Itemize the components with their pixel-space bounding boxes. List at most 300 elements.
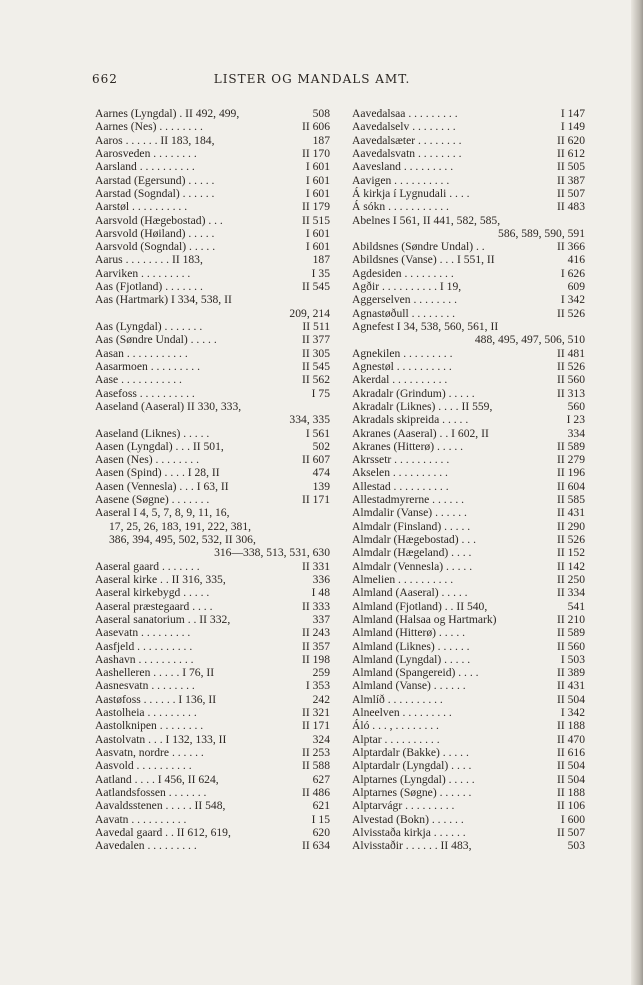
index-entry-text: Aaseland (Liknes) . . . . . [95, 426, 210, 440]
index-entry [352, 307, 585, 320]
index-entry-reference: II 333 [301, 599, 330, 613]
index-entry [95, 799, 330, 812]
index-entry [352, 440, 585, 453]
index-entry-text: Aaseral kirke . . II 316, 335, [95, 572, 226, 586]
index-entry-text: Alptardalr (Lyngdal) . . . . [352, 759, 472, 773]
index-entry-reference: II 545 [301, 280, 330, 294]
index-entry-text: Aasen (Lyngdal) . . . II 501, [95, 439, 224, 453]
index-entry-text: Aavedalsæter . . . . . . . . [352, 133, 462, 147]
index-entry-reference: II 507 [556, 825, 585, 839]
index-entry [352, 506, 585, 519]
index-entry-text: Agðir . . . . . . . . . . I 19, [352, 280, 462, 294]
index-entry [95, 546, 330, 559]
index-entry [352, 373, 585, 386]
index-entry-text: Aarnes (Lyngdal) . II 492, 499, [95, 107, 240, 120]
index-entry [95, 400, 330, 413]
index-entry-reference: II 279 [556, 453, 585, 467]
index-entry [95, 387, 330, 400]
page-edge-shadow [631, 0, 643, 985]
index-entry [352, 253, 585, 266]
index-entry [352, 400, 585, 413]
index-entry [95, 746, 330, 759]
index-entry [352, 453, 585, 466]
index-entry-reference: II 504 [556, 692, 585, 706]
index-entry-reference: 209, 214 [289, 306, 330, 320]
index-entry-reference: II 196 [556, 466, 585, 480]
index-entry-text: Akradalr (Grindum) . . . . . [352, 386, 475, 400]
index-entry-text: Alptardalr (Bakke) . . . . . [352, 746, 469, 759]
index-entry [95, 640, 330, 653]
index-entry-reference: II 253 [301, 746, 330, 759]
index-entry [352, 520, 585, 533]
index-entry-reference: II 210 [556, 612, 585, 626]
index-entry [95, 187, 330, 200]
index-entry-reference: II 612 [556, 146, 585, 160]
index-entry-reference: 334, 335 [289, 413, 330, 427]
index-entry [95, 706, 330, 719]
index-entry-reference: 474 [312, 466, 330, 480]
index-entry [352, 653, 585, 666]
index-entry [352, 387, 585, 400]
index-entry [352, 826, 585, 839]
index-entry-text: Almland (Liknes) . . . . . . [352, 639, 470, 653]
index-entry [95, 107, 330, 120]
index-entry [352, 320, 585, 333]
index-entry [95, 280, 330, 293]
index-entry [95, 679, 330, 692]
index-entry-text: Aas (Søndre Undal) . . . . . [95, 333, 217, 347]
index-entry-text: Aastolvatn . . . I 132, 133, II [95, 732, 227, 746]
page-number: 662 [92, 72, 118, 86]
index-entry [352, 706, 585, 719]
index-entry-reference: II 171 [301, 719, 330, 733]
index-entry-reference: 334 [567, 426, 585, 440]
index-entry-text: Agnastøðull . . . . . . . . [352, 306, 456, 320]
index-entry [95, 440, 330, 453]
index-entry [352, 427, 585, 440]
index-entry [352, 333, 585, 346]
index-entry-text: Aasen (Spind) . . . . I 28, II [95, 466, 220, 480]
index-entry-reference: 139 [312, 479, 330, 493]
index-entry-text: Alvisstaðir . . . . . . II 483, [352, 839, 472, 853]
index-entry [352, 546, 585, 559]
index-entry-reference: 621 [312, 799, 330, 813]
index-entry-reference: II 243 [301, 626, 330, 640]
index-entry-reference: II 505 [556, 160, 585, 174]
index-entry-reference: II 321 [301, 706, 330, 720]
index-entry-reference: II 526 [556, 359, 585, 373]
index-entry-text: Aarstad (Sogndal) . . . . . . [95, 186, 215, 200]
index-entry [352, 613, 585, 626]
index-entry-text: Aatland . . . . I 456, II 624, [95, 772, 219, 786]
index-entry-text: Aaros . . . . . . II 183, 184, [95, 133, 215, 147]
index-entry [352, 759, 585, 772]
index-entry-reference: I 147 [560, 107, 585, 120]
index-entry-text: Aasvatn, nordre . . . . . . [95, 746, 204, 759]
index-entry-text: Aavatn . . . . . . . . . . [95, 812, 187, 826]
index-entry [95, 759, 330, 772]
index-entry-reference: II 606 [301, 120, 330, 134]
index-entry [95, 200, 330, 213]
index-entry [352, 200, 585, 213]
index-entry-reference: 187 [312, 133, 330, 147]
index-entry [95, 573, 330, 586]
index-entry-reference: 541 [567, 599, 585, 613]
index-entry-reference: II 607 [301, 453, 330, 467]
index-entry-reference: II 470 [556, 732, 585, 746]
index-entry [352, 573, 585, 586]
index-entry-text: Aarus . . . . . . . . II 183, [95, 253, 203, 267]
index-entry-text: Aarsvold (Hægebostad) . . . [95, 213, 223, 227]
index-entry [95, 453, 330, 466]
index-entry-text [95, 307, 289, 320]
index-entry [95, 360, 330, 373]
index-entry [352, 719, 585, 732]
index-entry-reference: II 481 [556, 346, 585, 360]
index-entry [352, 267, 585, 280]
index-entry-text: Allestadmyrerne . . . . . . [352, 493, 465, 507]
index-entry [352, 640, 585, 653]
index-entry-text: Á kirkja í Lygnudali . . . . [352, 186, 470, 200]
index-entry [95, 560, 330, 573]
index-entry-reference: II 377 [301, 333, 330, 347]
index-entry-text: Aaseral kirkebygd . . . . . [95, 586, 210, 600]
index-entry [95, 839, 330, 852]
index-entry-reference: 620 [312, 825, 330, 839]
index-entry [95, 520, 330, 533]
index-entry-text: 386, 394, 495, 502, 532, II 306, [109, 533, 256, 546]
index-entry-text: Almelien . . . . . . . . . . [352, 572, 454, 586]
index-entry [352, 799, 585, 812]
index-entry [352, 746, 585, 759]
index-entry [95, 773, 330, 786]
index-entry [352, 786, 585, 799]
index-entry-reference: II 179 [301, 200, 330, 214]
index-entry [352, 120, 585, 133]
index-entry-text: Aavigen . . . . . . . . . . [352, 173, 450, 187]
index-entry-reference: I 149 [560, 120, 585, 134]
index-entry-reference: 316—338, 513, 531, 630 [214, 546, 330, 560]
index-entry-reference: II 620 [556, 133, 585, 147]
index-entry-text: Almland (Halsaa og Hartmark) [352, 612, 497, 626]
index-entry-reference: 609 [567, 280, 585, 294]
index-entry-reference: 627 [312, 772, 330, 786]
index-entry-reference: II 142 [556, 559, 585, 573]
index-entry-reference: II 331 [301, 559, 330, 573]
index-entry-text: Aas (Lyngdal) . . . . . . . [95, 320, 203, 333]
index-entry [95, 826, 330, 839]
index-entry [95, 786, 330, 799]
index-entry-reference: I 601 [305, 173, 330, 187]
index-entry-text: Aarsvold (Høiland) . . . . . [95, 226, 215, 240]
index-entry [95, 307, 330, 320]
index-entry-reference: 242 [312, 692, 330, 706]
index-entry-text: Agnestøl . . . . . . . . . . [352, 359, 452, 373]
index-column-right [352, 107, 585, 853]
index-entry-text: Akerdal . . . . . . . . . . [352, 373, 448, 387]
index-entry-text: Aatlandsfossen . . . . . . . [95, 785, 207, 799]
index-entry-text: Aasarmoen . . . . . . . . . [95, 359, 200, 373]
index-entry-text: Alvestad (Bokn) . . . . . . [352, 812, 464, 826]
index-entry-text: Aasevatn . . . . . . . . . [95, 626, 191, 640]
index-entry-reference: II 106 [556, 799, 585, 813]
index-entry [95, 240, 330, 253]
index-entry [352, 560, 585, 573]
index-entry-text: Almland (Spangereid) . . . . [352, 666, 479, 680]
index-entry-reference: II 511 [302, 320, 330, 333]
index-entry-text: Agnekilen . . . . . . . . . [352, 346, 453, 360]
index-entry-text: Almland (Lyngdal) . . . . . [352, 652, 471, 666]
index-entry-text: Aasvold . . . . . . . . . . [95, 759, 192, 773]
index-entry [95, 666, 330, 679]
index-entry-reference: I 15 [311, 812, 330, 826]
index-entry-reference: I 601 [305, 160, 330, 174]
index-entry-text: Abelnes I 561, II 441, 582, 585, [352, 213, 501, 227]
index-entry-reference: I 626 [560, 266, 585, 280]
index-entry [95, 813, 330, 826]
index-entry [352, 733, 585, 746]
index-entry [95, 333, 330, 346]
index-entry-text: Aasen (Nes) . . . . . . . . [95, 453, 199, 467]
index-entry-text: Aasene (Søgne) . . . . . . . [95, 493, 210, 507]
index-entry-text: Aarsland . . . . . . . . . . [95, 160, 195, 174]
index-entry-reference: II 305 [301, 346, 330, 360]
index-entry-reference: II 152 [556, 546, 585, 560]
index-entry-reference: 502 [312, 439, 330, 453]
index-entry-text: Almdalr (Finsland) . . . . . [352, 519, 471, 533]
index-entry-reference: 187 [312, 253, 330, 267]
index-entry-reference: II 188 [556, 785, 585, 799]
index-entry-reference: II 585 [556, 493, 585, 507]
index-entry-reference: I 342 [560, 706, 585, 720]
index-entry-text: Aavedalsvatn . . . . . . . . [352, 146, 462, 160]
index-entry-text: Alneelven . . . . . . . . . [352, 706, 452, 720]
index-entry-text: Almland (Aaseral) . . . . . [352, 586, 468, 600]
index-entry-reference: 560 [567, 399, 585, 413]
index-entry [352, 187, 585, 200]
index-entry-reference: I 342 [560, 293, 585, 307]
index-entry-text [95, 546, 214, 559]
index-entry-text: Allestad . . . . . . . . . . [352, 479, 449, 493]
index-entry [352, 107, 585, 120]
index-entry-reference: II 486 [301, 785, 330, 799]
index-entry-reference: II 334 [556, 586, 585, 600]
index-entry [352, 480, 585, 493]
index-entry [95, 600, 330, 613]
index-entry-reference: II 562 [301, 373, 330, 387]
index-entry-text: Akselen . . . . . . . . . . [352, 466, 448, 480]
index-entry-text: Aasefoss . . . . . . . . . . [95, 386, 195, 400]
index-entry-reference: 503 [567, 839, 585, 853]
index-entry-reference: I 601 [305, 226, 330, 240]
index-entry [95, 174, 330, 187]
index-entry-reference: II 387 [556, 173, 585, 187]
index-entry-text: Alptar . . . . . . . . . . [352, 732, 440, 746]
index-entry-text: Aavedalsaa . . . . . . . . . [352, 107, 458, 120]
index-entry [352, 227, 585, 240]
index-entry-text: Aarviken . . . . . . . . . [95, 266, 191, 280]
index-entry-reference: I 601 [305, 240, 330, 254]
index-entry-text: Aavedalselv . . . . . . . . [352, 120, 456, 134]
index-entry-text: Aaseland (Aaseral) II 330, 333, [95, 399, 242, 413]
index-entry-reference: II 357 [301, 639, 330, 653]
index-entry [95, 320, 330, 333]
index-entry-reference: 416 [567, 253, 585, 267]
index-entry [352, 466, 585, 479]
index-entry-reference: II 560 [556, 373, 585, 387]
index-entry [352, 293, 585, 306]
index-entry-text: Aaseral præstegaard . . . . [95, 599, 213, 613]
index-entry-text: Alptarvágr . . . . . . . . . [352, 799, 455, 813]
index-entry-text: Aase . . . . . . . . . . . [95, 373, 182, 387]
index-entry-text: Akranes (Hitterø) . . . . . [352, 439, 464, 453]
index-entry [352, 693, 585, 706]
index-entry-text: Aarsvold (Sogndal) . . . . . [95, 240, 216, 254]
index-entry-reference: II 431 [556, 679, 585, 693]
index-entry-text: Aaseral gaard . . . . . . . [95, 559, 200, 573]
index-entry-text: Aarstad (Egersund) . . . . . [95, 173, 215, 187]
index-entry-text: Almland (Fjotland) . . II 540, [352, 599, 488, 613]
index-entry [352, 679, 585, 692]
index-entry-reference: II 545 [301, 359, 330, 373]
index-entry-reference: II 198 [301, 652, 330, 666]
index-entry-reference: 259 [312, 666, 330, 680]
index-entry [95, 267, 330, 280]
index-entry-reference: II 290 [556, 519, 585, 533]
index-entry-reference: II 604 [556, 479, 585, 493]
index-entry-text: Akradalr (Liknes) . . . . II 559, [352, 399, 493, 413]
index-entry-text: Aaseral sanatorium . . II 332, [95, 612, 231, 626]
index-entry [95, 160, 330, 173]
index-entry-text: Aasan . . . . . . . . . . . [95, 346, 188, 360]
index-entry-text: 17, 25, 26, 183, 191, 222, 381, [109, 519, 252, 533]
index-entry-text: Áló . . . , . . . . . . . . [352, 719, 439, 733]
index-entry-text: Aasen (Vennesla) . . . I 63, II [95, 479, 229, 493]
index-entry [95, 214, 330, 227]
index-entry-text: Almlíð . . . . . . . . . . [352, 692, 443, 706]
index-entry-text: Aashavn . . . . . . . . . . [95, 652, 194, 666]
index-entry [95, 373, 330, 386]
index-entry [95, 506, 330, 519]
index-entry-reference: II 171 [301, 493, 330, 507]
index-entry-reference: II 188 [556, 719, 585, 733]
index-entry [95, 586, 330, 599]
index-entry-text: Aashelleren . . . . . I 76, II [95, 666, 215, 680]
index-entry-text: Aavaldsstenen . . . . . II 548, [95, 799, 226, 813]
index-entry-reference: II 634 [301, 839, 330, 853]
index-entry-text: Aastolheia . . . . . . . . . [95, 706, 197, 720]
index-entry-text: Abildsnes (Søndre Undal) . . [352, 240, 485, 254]
index-entry-text: Aggerselven . . . . . . . . [352, 293, 457, 307]
page-header [92, 72, 532, 92]
index-entry [95, 533, 330, 546]
page-title: LISTER OG MANDALS AMT. [213, 72, 411, 86]
index-entry-reference: 336 [312, 572, 330, 586]
index-entry [95, 733, 330, 746]
index-entry-text: Aarosveden . . . . . . . . [95, 146, 197, 160]
index-entry [95, 120, 330, 133]
index-entry-reference: 586, 589, 590, 591 [498, 226, 585, 240]
index-entry-reference: II 504 [556, 759, 585, 773]
index-entry-text: Aasfjeld . . . . . . . . . . [95, 639, 193, 653]
index-entry-reference: I 561 [305, 426, 330, 440]
index-entry-reference: I 601 [305, 186, 330, 200]
index-entry-reference: II 560 [556, 639, 585, 653]
index-entry-text: Almdalr (Hægebostad) . . . [352, 533, 476, 546]
index-entry [352, 240, 585, 253]
index-entry [95, 693, 330, 706]
index-entry [352, 839, 585, 852]
index-entry-reference: I 48 [311, 586, 330, 600]
index-entry-text: Aas (Fjotland) . . . . . . . [95, 280, 203, 294]
index-entry-text: Aavesland . . . . . . . . . [352, 160, 454, 174]
index-entry [95, 466, 330, 479]
index-entry-text: Aavedalen . . . . . . . . . [95, 839, 197, 853]
index-entry [352, 174, 585, 187]
index-entry [352, 160, 585, 173]
index-entry [95, 613, 330, 626]
index-entry-reference: I 600 [560, 812, 585, 826]
index-entry-text: Agnefest I 34, 538, 560, 561, II [352, 320, 499, 333]
index-entry-text: Aastolknipen . . . . . . . . [95, 719, 204, 733]
index-entry-reference: II 250 [556, 572, 585, 586]
index-entry-reference: II 431 [556, 506, 585, 520]
index-entry [352, 533, 585, 546]
index-entry-text: Akradals skipreida . . . . . [352, 413, 469, 427]
index-entry-text: Almdalir (Vanse) . . . . . . [352, 506, 467, 520]
index-entry [352, 493, 585, 506]
index-entry [95, 227, 330, 240]
index-entry-reference: II 589 [556, 626, 585, 640]
index-entry-reference: I 23 [566, 413, 585, 427]
index-entry-text: Alvisstaða kirkja . . . . . . [352, 825, 466, 839]
index-entry-text: Á sókn . . . . . . . . . . . [352, 200, 449, 214]
index-entry [95, 134, 330, 147]
index-entry [352, 134, 585, 147]
index-entry-reference: I 503 [560, 652, 585, 666]
index-entry [352, 626, 585, 639]
index-entry [352, 360, 585, 373]
index-entry [95, 413, 330, 426]
index-entry-text: Alptarnes (Lyngdal) . . . . . [352, 772, 475, 786]
index-entry-reference: II 389 [556, 666, 585, 680]
index-entry [95, 293, 330, 306]
index-entry [95, 253, 330, 266]
index-entry-text [352, 227, 498, 240]
index-entry-reference: II 526 [556, 533, 585, 546]
index-entry-text: Almland (Vanse) . . . . . . [352, 679, 466, 693]
index-entry-reference: 508 [312, 107, 330, 120]
index-entry [95, 493, 330, 506]
index-entry-reference: II 313 [556, 386, 585, 400]
index-entry [95, 626, 330, 639]
index-entry-reference: II 589 [556, 439, 585, 453]
index-entry-text: Agdesiden . . . . . . . . . [352, 266, 454, 280]
index-entry-reference: II 588 [301, 759, 330, 773]
index-entry [352, 147, 585, 160]
index-entry [95, 719, 330, 732]
index-entry-reference: II 507 [556, 186, 585, 200]
index-entry-reference: II 515 [301, 213, 330, 227]
index-entry-text: Akranes (Aaseral) . . I 602, II [352, 426, 489, 440]
index-entry-reference: II 616 [556, 746, 585, 759]
index-entry-reference: II 526 [556, 306, 585, 320]
index-entry-reference: 324 [312, 732, 330, 746]
index-entry [95, 653, 330, 666]
index-entry-reference: I 75 [311, 386, 330, 400]
index-entry-reference: II 483 [556, 200, 585, 214]
index-entry [95, 480, 330, 493]
